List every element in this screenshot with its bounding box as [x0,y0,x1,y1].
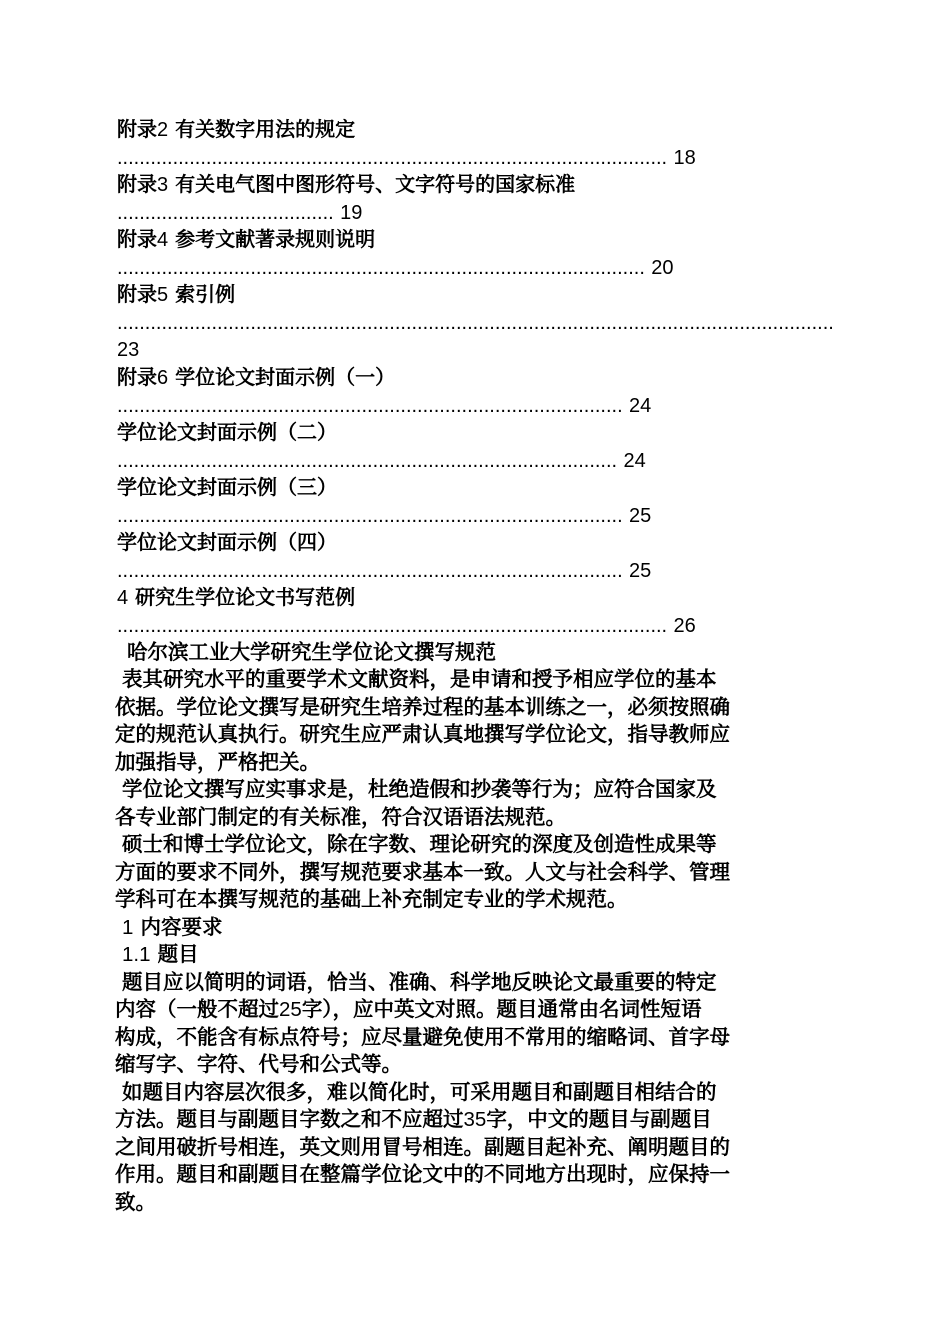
paragraph-line: 缩写字、字符、代号和公式等。 [115,1052,402,1076]
toc-entry-leader: ........................................................................................... 25 [117,560,652,582]
toc-entry-leader: ........................................................................................... 25 [117,505,652,527]
paragraph-line: 之间用破折号相连，英文则用冒号相连。副题目起补充、阐明题目的 [115,1135,730,1159]
toc-page-number: 19 [340,202,363,224]
toc-entry-title: 附录4 参考文献著录规则说明 [117,227,376,251]
toc-entry-leader: ........................................................................................... 24 [117,395,652,417]
toc-entry-title: 学位论文封面示例（四） [117,530,337,554]
paragraph-line: 学科可在本撰写规范的基础上补充制定专业的学术规范。 [115,887,628,911]
toc-page-number-line [117,336,139,364]
toc-page-number: 24 [629,395,652,417]
paragraph-line: 表其研究水平的重要学术文献资料，是申请和授予相应学位的基本 [122,667,717,691]
toc-entry-leader: ................................................................................................... 18 [117,147,696,169]
toc-page-number: 20 [651,257,674,279]
paragraph-line: 方面的要求不同外，撰写规范要求基本一致。人文与社会科学、管理 [115,860,730,884]
paragraph-line: 如题目内容层次很多，难以简化时，可采用题目和副题目相结合的 [122,1080,717,1104]
toc-entry-leader: ................................................................................................................................. [117,312,834,334]
section-heading: 1 内容要求 [122,915,223,939]
paragraph-line: 致。 [115,1190,156,1214]
toc-entry-title: 学位论文封面示例（三） [117,475,337,499]
paragraph-line: 依据。学位论文撰写是研究生培养过程的基本训练之一，必须按照确 [115,695,730,719]
subsection-heading: 1.1 题目 [122,942,199,966]
paragraph-line: 方法。题目与副题目字数之和不应超过35字，中文的题目与副题目 [115,1107,712,1131]
toc-entry-title: 4 研究生学位论文书写范例 [117,585,356,609]
toc-entry-title: 附录5 索引例 [117,282,236,306]
toc-entry-leader: ....................................... 19 [117,202,363,224]
toc-entry-title: 附录3 有关电气图中图形符号、文字符号的国家标准 [117,172,576,196]
toc-page-number: 18 [673,147,696,169]
paragraph-line: 硕士和博士学位论文，除在字数、理论研究的深度及创造性成果等 [122,832,717,856]
paragraph-line: 内容（一般不超过25字），应中英文对照。题目通常由名词性短语 [115,997,702,1021]
paragraph-line: 加强指导，严格把关。 [115,750,320,774]
toc-entry-title: 附录6 学位论文封面示例（一） [117,365,396,389]
toc-page-number: 25 [629,505,652,527]
document-title: 哈尔滨工业大学研究生学位论文撰写规范 [127,640,496,664]
toc-entry-title: 附录2 有关数字用法的规定 [117,117,356,141]
toc-entry-title: 学位论文封面示例（二） [117,420,337,444]
toc-entry-leader: ............................................................................................... 20 [117,257,674,279]
paragraph-line: 题目应以简明的词语，恰当、准确、科学地反映论文最重要的特定 [122,970,717,994]
paragraph-line: 学位论文撰写应实事求是，杜绝造假和抄袭等行为；应符合国家及 [122,777,717,801]
toc-page-number: 26 [673,615,696,637]
toc-entry-leader: ................................................................................................... 26 [117,615,696,637]
paragraph-line: 各专业部门制定的有关标准，符合汉语语法规范。 [115,805,566,829]
toc-page-number: 23 [117,339,140,361]
toc-entry-leader: .......................................................................................... 24 [117,450,646,472]
paragraph-line: 作用。题目和副题目在整篇学位论文中的不同地方出现时，应保持一 [115,1162,730,1186]
paragraph-line: 构成，不能含有标点符号；应尽量避免使用不常用的缩略词、首字母 [115,1025,730,1049]
paragraph-line: 定的规范认真执行。研究生应严肃认真地撰写学位论文，指导教师应 [115,722,730,746]
toc-page-number: 25 [629,560,652,582]
toc-page-number: 24 [623,450,646,472]
